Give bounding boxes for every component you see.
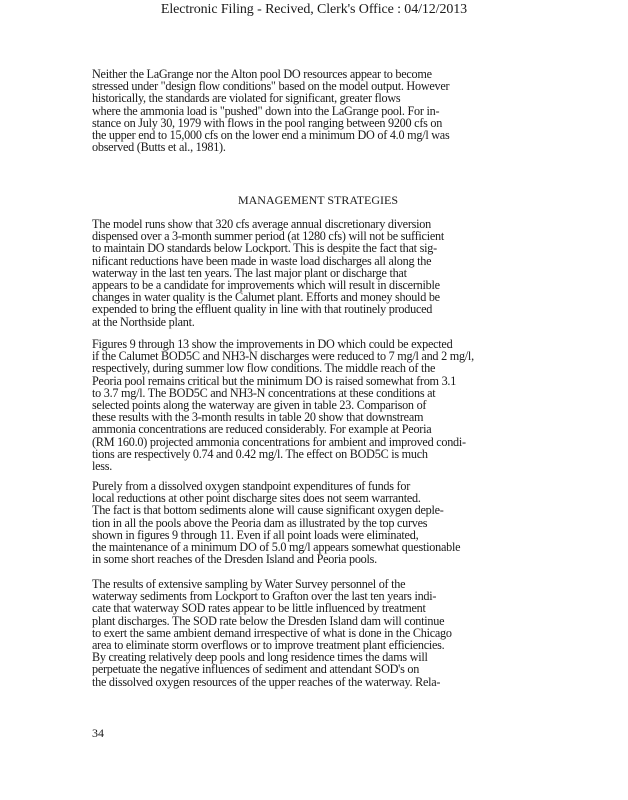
text-line: tions are respectively 0.74 and 0.42 mg/l. The effect on BOD5C is much — [92, 446, 428, 461]
text-line: local reductions at other point discharge sites does not seem warranted. — [92, 491, 421, 506]
text-line: changes in water quality is the Calumet plant. Efforts and money should be — [92, 290, 440, 305]
paragraph-4 — [92, 480, 460, 565]
text-line: The results of extensive sampling by Water Survey personnel of the — [92, 577, 406, 591]
text-line: stance on July 30, 1979 with flows in the pool ranging between 9200 cfs on — [92, 115, 443, 130]
text-line: the dissolved oxygen resources of the upper reaches of the waterway. Rela- — [92, 674, 441, 689]
text-line: By creating relatively deep pools and long residence times the dams will — [92, 650, 428, 665]
text-line: observed (Butts et al., 1981). — [92, 140, 226, 155]
text-line: shown in figures 9 through 11. Even if all point loads were eliminated, — [92, 527, 419, 542]
text-line: area to eliminate storm overflows or to improve treatment plant efficiencies. — [92, 638, 445, 653]
text-line: selected points along the waterway are given in table 23. Comparison of — [92, 398, 427, 413]
text-line: waterway in the last ten years. The last major plant or discharge that — [92, 265, 407, 280]
text-line: ammonia concentrations are reduced considerably. For example at Peoria — [92, 422, 432, 437]
text-line: perpetuate the negative influences of sediment and attendant SOD's on — [92, 662, 420, 677]
text-line: The fact is that bottom sediments alone will cause significant oxygen deple- — [92, 503, 444, 518]
section-heading: MANAGEMENT STRATEGIES — [237, 193, 399, 207]
text-line: plant discharges. The SOD rate below the Dresden Island dam will continue — [92, 613, 445, 628]
text-line: nificant reductions have been made in waste load discharges all along the — [92, 253, 432, 268]
text-line: cate that waterway SOD rates appear to be little influenced by treatment — [92, 601, 426, 616]
text-line: expended to bring the effluent quality in line with that routinely produced — [92, 302, 433, 317]
text-line: respectively, during summer low flow conditions. The middle reach of the — [92, 361, 436, 376]
text-line: historically, the standards are violated for significant, greater flows — [92, 91, 401, 106]
text-line: Purely from a dissolved oxygen standpoint expenditures of funds for — [92, 479, 411, 493]
text-line: at the Northside plant. — [92, 314, 195, 329]
text-line: Figures 9 through 13 show the improvements in DO which could be expected — [92, 337, 453, 351]
text-line: if the Calumet BOD5C and NH3-N discharges were reduced to 7 mg/l and 2 mg/l, — [92, 349, 474, 364]
text-line: the maintenance of a minimum DO of 5.0 mg/l appears somewhat questionable — [92, 540, 461, 555]
text-line: waterway sediments from Lockport to Grafton over the last ten years indi- — [92, 589, 437, 604]
text-line: tion in all the pools above the Peoria dam as illustrated by the top curves — [92, 515, 428, 530]
text-line: to maintain DO standards below Lockport. This is despite the fact that sig- — [92, 241, 437, 256]
paragraph-1 — [92, 68, 449, 153]
text-line: stressed under "design flow conditions" based on the model output. However — [92, 79, 450, 94]
text-line: where the ammonia load is "pushed" down into the LaGrange pool. For in- — [92, 103, 440, 118]
paragraph-3 — [92, 338, 474, 472]
text-line: to exert the same ambient demand irrespective of what is done in the Chicago — [92, 625, 452, 640]
text-line: these results with the 3-month results in table 20 show that downstream — [92, 410, 424, 425]
text-line: less. — [92, 459, 113, 474]
text-line: Peoria pool remains critical but the minimum DO is raised somewhat from 3.1 — [92, 373, 457, 388]
text-line: the upper end to 15,000 cfs on the lower end a minimum DO of 4.0 mg/l was — [92, 128, 450, 143]
text-line: Neither the LaGrange nor the Alton pool DO resources appear to become — [92, 67, 432, 81]
text-line: appears to be a candidate for improvements which will result in discernible — [92, 278, 440, 293]
text-line: in some short reaches of the Dresden Island and Peoria pools. — [92, 552, 377, 567]
text-line: The model runs show that 320 cfs average annual discretionary diversion — [92, 217, 431, 231]
text-line: to 3.7 mg/l. The BOD5C and NH3-N concentrations at these conditions at — [92, 385, 436, 400]
paragraph-5 — [92, 578, 452, 688]
text-line: dispensed over a 3-month summer period (at 1280 cfs) will not be sufficient — [92, 229, 444, 244]
filing-stamp: Electronic Filing - Recived, Clerk's Office : 04/12/2013 — [160, 2, 468, 17]
paragraph-2 — [92, 218, 444, 328]
text-line: (RM 160.0) projected ammonia concentrations for ambient and improved condi- — [92, 434, 466, 449]
page-number: 34 — [92, 726, 104, 740]
